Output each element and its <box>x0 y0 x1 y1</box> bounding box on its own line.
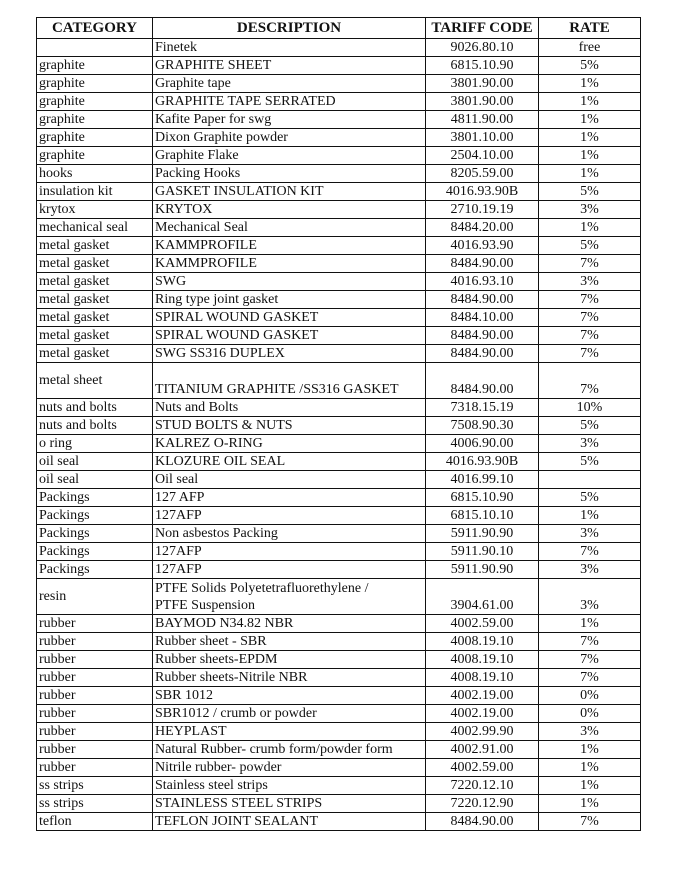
category-cell: rubber <box>37 615 153 633</box>
table-row <box>37 705 641 723</box>
category-cell: Packings <box>37 525 153 543</box>
table-row <box>37 759 641 777</box>
rate-cell: 7% <box>539 813 641 831</box>
table-row <box>37 75 641 93</box>
rate-cell: 7% <box>539 651 641 669</box>
tariff-table <box>36 17 641 831</box>
table-row <box>37 435 641 453</box>
rate-cell: 5% <box>539 237 641 255</box>
tariff-table-sheet <box>36 17 640 831</box>
description-line-1: PTFE Solids Polyetetrafluorethylene / <box>155 580 369 596</box>
table-row <box>37 237 641 255</box>
tariff-code-cell: 4002.19.00 <box>426 687 539 705</box>
table-header <box>37 18 641 39</box>
tariff-code-cell: 5911.90.90 <box>426 561 539 579</box>
description-cell: Finetek <box>153 39 426 57</box>
tariff-code-cell: 8484.90.00 <box>426 363 539 399</box>
tariff-code-cell: 4002.59.00 <box>426 759 539 777</box>
table-row <box>37 399 641 417</box>
table-row <box>37 669 641 687</box>
table-row <box>37 291 641 309</box>
category-cell: o ring <box>37 435 153 453</box>
description-cell: Packing Hooks <box>153 165 426 183</box>
rate-cell: 1% <box>539 777 641 795</box>
rate-cell: 0% <box>539 705 641 723</box>
table-row <box>37 39 641 57</box>
tariff-code-cell: 4006.90.00 <box>426 435 539 453</box>
description-cell: Stainless steel strips <box>153 777 426 795</box>
description-cell: Ring type joint gasket <box>153 291 426 309</box>
table-row <box>37 777 641 795</box>
tariff-code-cell: 3801.10.00 <box>426 129 539 147</box>
category-cell: nuts and bolts <box>37 417 153 435</box>
category-cell <box>37 39 153 57</box>
table-row <box>37 687 641 705</box>
table-row <box>37 345 641 363</box>
tariff-code-cell: 6815.10.90 <box>426 57 539 75</box>
category-cell: teflon <box>37 813 153 831</box>
category-cell: metal gasket <box>37 291 153 309</box>
table-row <box>37 93 641 111</box>
table-row <box>37 795 641 813</box>
category-cell: graphite <box>37 93 153 111</box>
category-cell: insulation kit <box>37 183 153 201</box>
category-cell: oil seal <box>37 471 153 489</box>
description-cell: SPIRAL WOUND GASKET <box>153 327 426 345</box>
rate-cell: 3% <box>539 723 641 741</box>
description-cell: SWG SS316 DUPLEX <box>153 345 426 363</box>
rate-cell: 1% <box>539 759 641 777</box>
description-cell: Oil seal <box>153 471 426 489</box>
tariff-code-cell: 7318.15.19 <box>426 399 539 417</box>
category-cell: graphite <box>37 147 153 165</box>
description-cell: Rubber sheets-Nitrile NBR <box>153 669 426 687</box>
description-cell: SWG <box>153 273 426 291</box>
category-cell: metal gasket <box>37 237 153 255</box>
rate-cell: 1% <box>539 111 641 129</box>
description-cell: BAYMOD N34.82 NBR <box>153 615 426 633</box>
table-row <box>37 543 641 561</box>
category-cell: ss strips <box>37 777 153 795</box>
rate-cell: 7% <box>539 345 641 363</box>
rate-cell: 7% <box>539 309 641 327</box>
tariff-code-cell: 8484.90.00 <box>426 291 539 309</box>
rate-cell: 1% <box>539 795 641 813</box>
description-cell: GASKET INSULATION KIT <box>153 183 426 201</box>
tariff-code-cell: 4016.99.10 <box>426 471 539 489</box>
tariff-code-cell: 4016.93.90B <box>426 183 539 201</box>
category-cell: graphite <box>37 57 153 75</box>
table-row <box>37 651 641 669</box>
tariff-code-cell: 8484.10.00 <box>426 309 539 327</box>
tariff-code-cell: 9026.80.10 <box>426 39 539 57</box>
category-cell: metal gasket <box>37 273 153 291</box>
description-cell: Non asbestos Packing <box>153 525 426 543</box>
rate-cell: 3% <box>539 435 641 453</box>
table-body <box>37 39 641 831</box>
description-cell: Nitrile rubber- powder <box>153 759 426 777</box>
table-row <box>37 183 641 201</box>
table-row <box>37 453 641 471</box>
category-cell: rubber <box>37 705 153 723</box>
table-row <box>37 129 641 147</box>
tariff-code-cell: 4008.19.10 <box>426 651 539 669</box>
description-cell: STUD BOLTS & NUTS <box>153 417 426 435</box>
tariff-code-cell: 4002.19.00 <box>426 705 539 723</box>
description-cell: GRAPHITE TAPE SERRATED <box>153 93 426 111</box>
table-row <box>37 507 641 525</box>
category-cell: rubber <box>37 741 153 759</box>
table-row <box>37 111 641 129</box>
table-row <box>37 363 641 399</box>
rate-cell: 0% <box>539 687 641 705</box>
category-cell: krytox <box>37 201 153 219</box>
rate-cell: 1% <box>539 615 641 633</box>
header-description: DESCRIPTION <box>153 18 426 39</box>
tariff-code-cell: 2504.10.00 <box>426 147 539 165</box>
table-row <box>37 723 641 741</box>
category-cell: Packings <box>37 561 153 579</box>
tariff-code-cell: 3801.90.00 <box>426 93 539 111</box>
table-row <box>37 255 641 273</box>
rate-cell: 1% <box>539 75 641 93</box>
table-row <box>37 633 641 651</box>
description-cell: Mechanical Seal <box>153 219 426 237</box>
description-cell: SBR1012 / crumb or powder <box>153 705 426 723</box>
category-cell: mechanical seal <box>37 219 153 237</box>
description-cell: TITANIUM GRAPHITE /SS316 GASKET <box>153 363 426 399</box>
rate-cell: 1% <box>539 93 641 111</box>
tariff-code-cell: 8484.90.00 <box>426 327 539 345</box>
description-cell: Nuts and Bolts <box>153 399 426 417</box>
description-cell: 127AFP <box>153 543 426 561</box>
rate-cell: 5% <box>539 417 641 435</box>
tariff-code-cell: 2710.19.19 <box>426 201 539 219</box>
category-cell: graphite <box>37 111 153 129</box>
rate-cell: 3% <box>539 273 641 291</box>
rate-cell: 3% <box>539 201 641 219</box>
tariff-code-cell: 4002.91.00 <box>426 741 539 759</box>
rate-cell: 5% <box>539 57 641 75</box>
rate-cell: 5% <box>539 489 641 507</box>
category-cell: oil seal <box>37 453 153 471</box>
rate-cell: 7% <box>539 543 641 561</box>
category-cell: graphite <box>37 75 153 93</box>
category-cell: metal gasket <box>37 345 153 363</box>
rate-cell: 1% <box>539 507 641 525</box>
tariff-code-cell: 7220.12.90 <box>426 795 539 813</box>
category-cell: rubber <box>37 669 153 687</box>
header-tariff-code: TARIFF CODE <box>426 18 539 39</box>
description-cell: Rubber sheet - SBR <box>153 633 426 651</box>
description-cell: STAINLESS STEEL STRIPS <box>153 795 426 813</box>
description-cell: Dixon Graphite powder <box>153 129 426 147</box>
tariff-code-cell: 5911.90.10 <box>426 543 539 561</box>
category-cell: hooks <box>37 165 153 183</box>
category-cell: resin <box>37 579 153 615</box>
category-cell: rubber <box>37 687 153 705</box>
table-row <box>37 417 641 435</box>
description-cell: KAMMPROFILE <box>153 255 426 273</box>
tariff-code-cell: 4008.19.10 <box>426 669 539 687</box>
category-cell: rubber <box>37 723 153 741</box>
table-row <box>37 525 641 543</box>
tariff-code-cell: 4016.93.90B <box>426 453 539 471</box>
rate-cell: free <box>539 39 641 57</box>
rate-cell <box>539 471 641 489</box>
category-cell: rubber <box>37 651 153 669</box>
description-cell: KLOZURE OIL SEAL <box>153 453 426 471</box>
tariff-code-cell: 4016.93.10 <box>426 273 539 291</box>
category-cell: metal gasket <box>37 309 153 327</box>
table-row <box>37 471 641 489</box>
rate-cell: 5% <box>539 453 641 471</box>
description-cell: 127AFP <box>153 507 426 525</box>
description-cell: SPIRAL WOUND GASKET <box>153 309 426 327</box>
rate-cell: 7% <box>539 363 641 399</box>
category-cell: ss strips <box>37 795 153 813</box>
tariff-code-cell: 6815.10.10 <box>426 507 539 525</box>
category-cell: metal sheet <box>37 363 153 399</box>
description-cell: KAMMPROFILE <box>153 237 426 255</box>
description-cell: KALREZ O-RING <box>153 435 426 453</box>
table-row <box>37 327 641 345</box>
tariff-code-cell: 8484.90.00 <box>426 813 539 831</box>
header-category: CATEGORY <box>37 18 153 39</box>
table-row <box>37 201 641 219</box>
rate-cell: 7% <box>539 669 641 687</box>
rate-cell: 1% <box>539 219 641 237</box>
category-cell: rubber <box>37 759 153 777</box>
description-cell <box>153 579 426 615</box>
header-row <box>37 18 641 39</box>
tariff-code-cell: 6815.10.90 <box>426 489 539 507</box>
description-cell: Graphite Flake <box>153 147 426 165</box>
description-cell: 127 AFP <box>153 489 426 507</box>
tariff-code-cell: 8484.20.00 <box>426 219 539 237</box>
tariff-code-cell: 3801.90.00 <box>426 75 539 93</box>
rate-cell: 1% <box>539 165 641 183</box>
category-cell: Packings <box>37 507 153 525</box>
rate-cell: 1% <box>539 147 641 165</box>
rate-cell: 3% <box>539 579 641 615</box>
tariff-code-cell: 4002.59.00 <box>426 615 539 633</box>
table-row <box>37 165 641 183</box>
tariff-code-cell: 4002.99.90 <box>426 723 539 741</box>
tariff-code-cell: 8484.90.00 <box>426 345 539 363</box>
description-cell: TEFLON JOINT SEALANT <box>153 813 426 831</box>
description-cell: SBR 1012 <box>153 687 426 705</box>
description-cell: HEYPLAST <box>153 723 426 741</box>
description-cell: Rubber sheets-EPDM <box>153 651 426 669</box>
tariff-code-cell: 5911.90.90 <box>426 525 539 543</box>
description-cell: Natural Rubber- crumb form/powder form <box>153 741 426 759</box>
category-cell: graphite <box>37 129 153 147</box>
description-cell: GRAPHITE SHEET <box>153 57 426 75</box>
tariff-code-cell: 8484.90.00 <box>426 255 539 273</box>
rate-cell: 10% <box>539 399 641 417</box>
header-rate: RATE <box>539 18 641 39</box>
rate-cell: 3% <box>539 561 641 579</box>
category-cell: nuts and bolts <box>37 399 153 417</box>
table-row <box>37 489 641 507</box>
tariff-code-cell: 7220.12.10 <box>426 777 539 795</box>
rate-cell: 7% <box>539 327 641 345</box>
category-cell: rubber <box>37 633 153 651</box>
tariff-code-cell: 4811.90.00 <box>426 111 539 129</box>
description-cell: 127AFP <box>153 561 426 579</box>
rate-cell: 7% <box>539 633 641 651</box>
table-row <box>37 561 641 579</box>
category-cell: Packings <box>37 489 153 507</box>
category-cell: Packings <box>37 543 153 561</box>
description-line-2: PTFE Suspension <box>155 597 255 613</box>
table-row <box>37 615 641 633</box>
table-row <box>37 579 641 615</box>
rate-cell: 7% <box>539 255 641 273</box>
description-cell: Kafite Paper for swg <box>153 111 426 129</box>
tariff-code-cell: 4008.19.10 <box>426 633 539 651</box>
description-cell: KRYTOX <box>153 201 426 219</box>
rate-cell: 7% <box>539 291 641 309</box>
description-cell: Graphite tape <box>153 75 426 93</box>
tariff-code-cell: 4016.93.90 <box>426 237 539 255</box>
table-row <box>37 273 641 291</box>
tariff-code-cell: 7508.90.30 <box>426 417 539 435</box>
rate-cell: 5% <box>539 183 641 201</box>
rate-cell: 1% <box>539 129 641 147</box>
table-row <box>37 147 641 165</box>
table-row <box>37 813 641 831</box>
category-cell: metal gasket <box>37 327 153 345</box>
table-row <box>37 741 641 759</box>
tariff-code-cell: 3904.61.00 <box>426 579 539 615</box>
table-row <box>37 309 641 327</box>
table-row <box>37 219 641 237</box>
table-row <box>37 57 641 75</box>
tariff-code-cell: 8205.59.00 <box>426 165 539 183</box>
rate-cell: 1% <box>539 741 641 759</box>
category-cell: metal gasket <box>37 255 153 273</box>
rate-cell: 3% <box>539 525 641 543</box>
